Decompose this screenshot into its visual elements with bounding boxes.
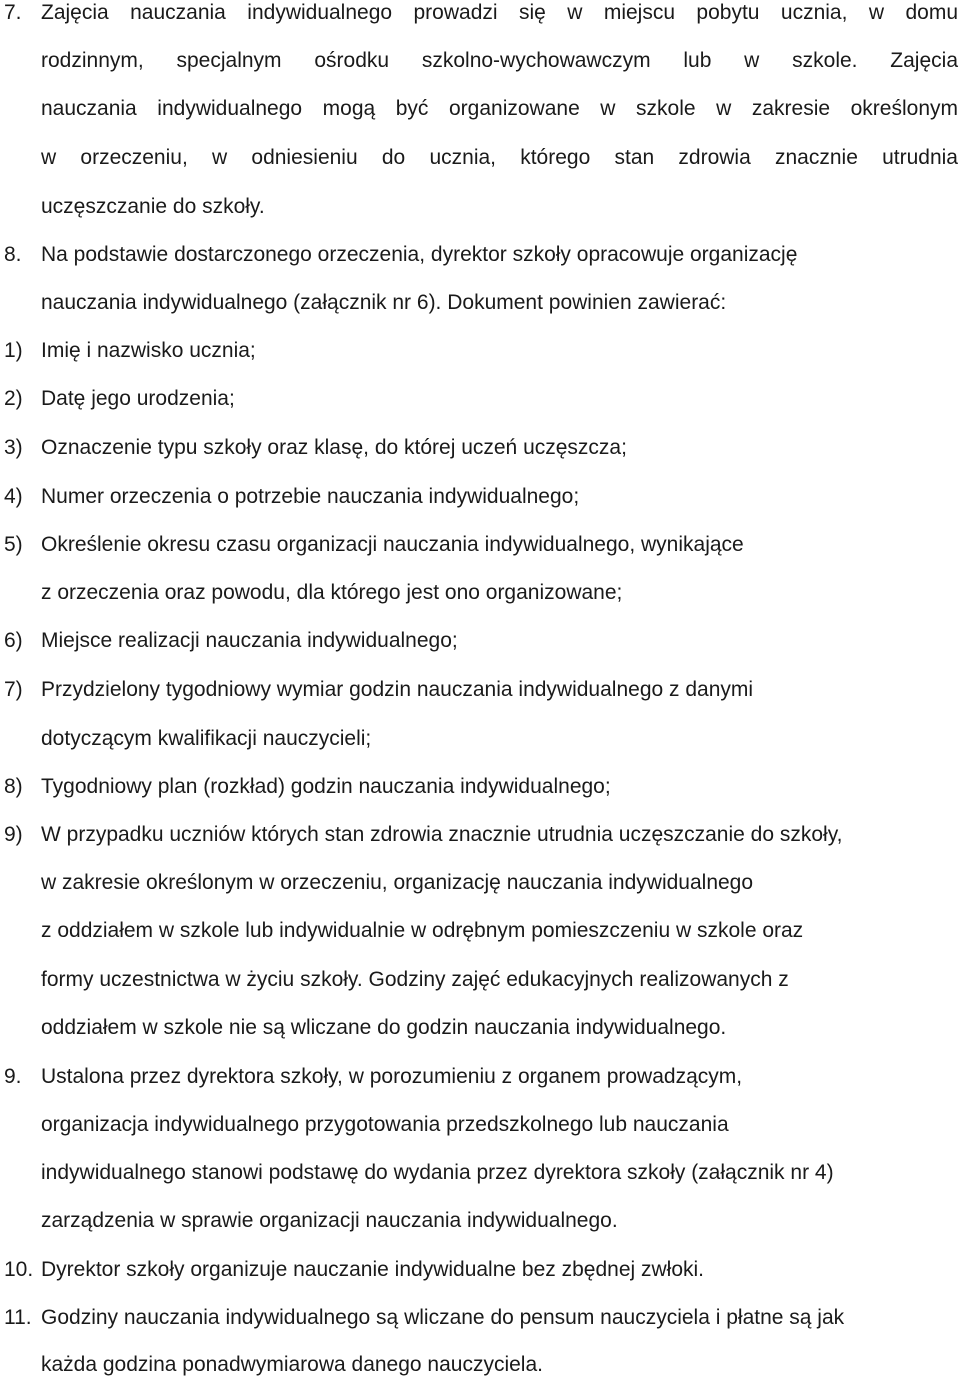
sub-item-number: 7): [4, 678, 23, 701]
sub-item-text: oddziałem w szkole nie są wliczane do godzin nauczania indywidualnego.: [41, 1016, 727, 1039]
sub-item-number: 8): [4, 775, 23, 798]
sub-item-text: Przydzielony tygodniowy wymiar godzin nauczania indywidualnego z danymi: [41, 678, 754, 701]
paragraph-line: nauczania indywidualnego mogą być organizowane w szkole w zakresie określonym: [41, 97, 958, 120]
sub-item-text: z orzeczenia oraz powodu, dla którego jest ono organizowane;: [41, 581, 623, 604]
sub-item-number: 6): [4, 629, 23, 652]
list-number: 10.: [4, 1258, 34, 1281]
sub-item-text: Określenie okresu czasu organizacji nauczania indywidualnego, wynikające: [41, 533, 744, 556]
list-number: 8.: [4, 243, 22, 266]
sub-item-text: Oznaczenie typu szkoły oraz klasę, do której uczeń uczęszcza;: [41, 436, 627, 459]
sub-item-number: 3): [4, 436, 23, 459]
sub-item-number: 9): [4, 823, 23, 846]
paragraph-line: w orzeczeniu, w odniesieniu do ucznia, którego stan zdrowia znacznie utrudnia: [41, 146, 958, 169]
list-number: 9.: [4, 1065, 22, 1088]
paragraph-line: zarządzenia w sprawie organizacji nauczania indywidualnego.: [41, 1209, 618, 1232]
sub-item-text: z oddziałem w szkole lub indywidualnie w odrębnym pomieszczeniu w szkole oraz: [41, 919, 804, 942]
paragraph-line: indywidualnego stanowi podstawę do wydania przez dyrektora szkoły (załącznik nr 4): [41, 1161, 834, 1184]
sub-item-text: Tygodniowy plan (rozkład) godzin nauczania indywidualnego;: [41, 775, 611, 798]
sub-item-text: Datę jego urodzenia;: [41, 387, 235, 410]
sub-item-text: w zakresie określonym w orzeczeniu, organizację nauczania indywidualnego: [41, 871, 754, 894]
sub-item-number: 1): [4, 339, 23, 362]
list-number: 7.: [4, 1, 22, 24]
paragraph-line: uczęszczanie do szkoły.: [41, 195, 265, 218]
sub-item-text: Numer orzeczenia o potrzebie nauczania indywidualnego;: [41, 485, 580, 508]
sub-item-text: dotyczącym kwalifikacji nauczycieli;: [41, 727, 372, 750]
sub-item-text: Imię i nazwisko ucznia;: [41, 339, 256, 362]
paragraph-line: Dyrektor szkoły organizuje nauczanie indywidualne bez zbędnej zwłoki.: [41, 1258, 705, 1281]
sub-item-number: 5): [4, 533, 23, 556]
paragraph-line: Zajęcia nauczania indywidualnego prowadzi się w miejscu pobytu ucznia, w domu: [41, 1, 958, 24]
paragraph-line: Ustalona przez dyrektora szkoły, w porozumieniu z organem prowadzącym,: [41, 1065, 743, 1088]
paragraph-line: Godziny nauczania indywidualnego są wliczane do pensum nauczyciela i płatne są jak: [41, 1306, 845, 1329]
sub-item-text: W przypadku uczniów których stan zdrowia znacznie utrudnia uczęszczanie do szkoły,: [41, 823, 843, 846]
list-number: 11.: [4, 1306, 32, 1329]
sub-item-text: formy uczestnictwa w życiu szkoły. Godziny zajęć edukacyjnych realizowanych z: [41, 968, 789, 991]
paragraph-line: rodzinnym, specjalnym ośrodku szkolno-wychowawczym lub w szkole. Zajęcia: [41, 49, 958, 72]
paragraph-line: organizacja indywidualnego przygotowania przedszkolnego lub nauczania: [41, 1113, 729, 1136]
paragraph-line: każda godzina ponadwymiarowa danego nauczyciela.: [41, 1353, 543, 1376]
sub-item-number: 2): [4, 387, 23, 410]
paragraph-line: Na podstawie dostarczonego orzeczenia, dyrektor szkoły opracowuje organizację: [41, 243, 798, 266]
paragraph-line: nauczania indywidualnego (załącznik nr 6). Dokument powinien zawierać:: [41, 291, 727, 314]
sub-item-text: Miejsce realizacji nauczania indywidualnego;: [41, 629, 458, 652]
sub-item-number: 4): [4, 485, 23, 508]
